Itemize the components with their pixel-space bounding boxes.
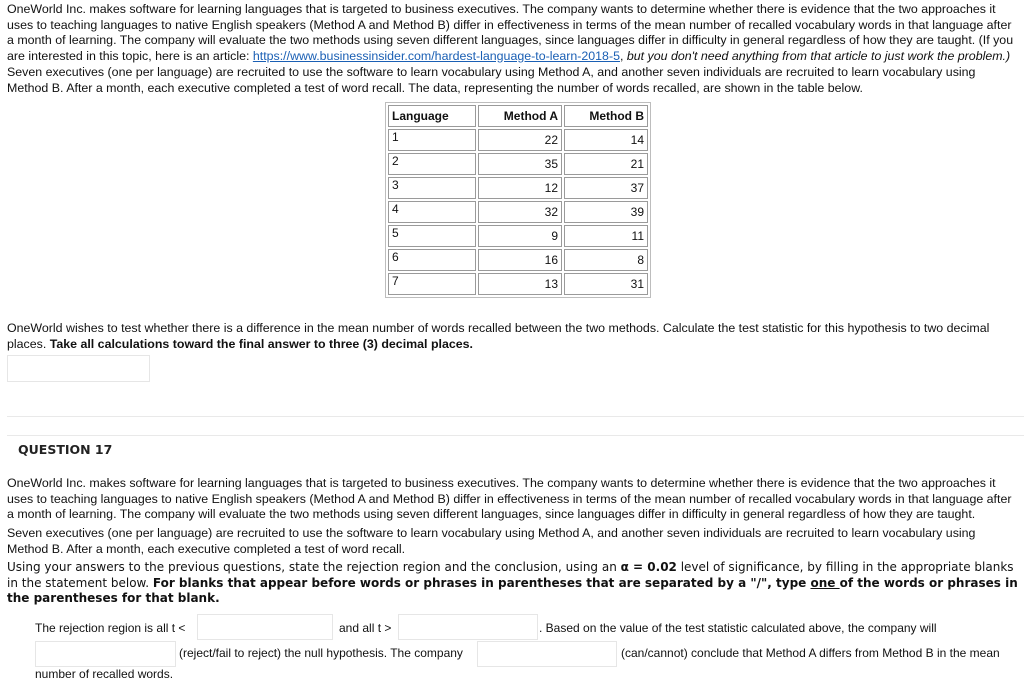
table-row [388,201,648,223]
cell-language: 5 [388,225,476,247]
q17-intro-paragraph-2: Seven executives (one per language) are recruited to use the software to learn vocabulary using Method A, and another seven individuals are recruited to learn vocabulary using Method B. After a month, each executive completed a test of word recall. [7,526,976,556]
recall-data-table [385,102,651,298]
table-row [388,225,648,247]
cell-language: 7 [388,273,476,295]
section-divider [7,435,1024,436]
stmt-and-label: and all t > [339,621,392,635]
q16-after-link: , [619,48,627,63]
cell-method-a: 12 [478,177,562,199]
cell-language: 2 [388,153,476,175]
q16-question-text: OneWorld wishes to test whether there is a difference in the mean number of words recalled between the two methods. Calculate the test statistic for this hypothesis to two decimal places. [7,321,990,351]
cell-method-a: 35 [478,153,562,175]
q16-intro-paragraph [7,2,1019,64]
cell-method-b: 31 [564,273,648,295]
cell-method-b: 11 [564,225,648,247]
table-row [388,153,648,175]
rejection-upper-input[interactable] [398,614,538,640]
cell-method-b: 21 [564,153,648,175]
q17-alpha: α = 0.02 [620,560,677,574]
cell-method-a: 13 [478,273,562,295]
q17-instr-bold-pre: For blanks that appear before words or phrases in parentheses that are separated by a "/", type [152,575,811,590]
cell-method-b: 37 [564,177,648,199]
table-row [388,249,648,271]
q17-intro-paragraph: OneWorld Inc. makes software for learning languages that is targeted to business executives. The company wants to determine whether there is evidence that the two approaches it uses to teaching languages to native English speakers (Method A and Method B) differ in effectiveness in terms of the mean number of recalled vocabulary words in that language after a month of learning. The company will evaluate the two methods using seven different languages, since languages differ in difficulty in general regardless of how they are taught. [7,476,1012,521]
cell-method-a: 16 [478,249,562,271]
cell-language: 6 [388,249,476,271]
q16-italic-note: but you don't need anything from that article to just work the problem.) [626,48,1011,63]
header-method-a: Method A [478,105,562,127]
q17-instructions [7,560,1019,607]
reject-decision-input[interactable] [35,641,176,667]
q17-instr-pre: Using your answers to the previous questions, state the rejection region and the conclusion, using an [7,560,621,574]
q17-instr-bold-post: of the words or phrases in the parentheses for that blank. [7,575,1018,605]
stmt-rejection-label: The rejection region is all t < [35,621,186,635]
cell-method-b: 14 [564,129,648,151]
cell-language: 4 [388,201,476,223]
article-link[interactable]: https://www.businessinsider.com/hardest-language-to-learn-2018-5 [252,48,620,63]
stmt-end-label: number of recalled words. [35,667,174,681]
question-17-title: QUESTION 17 [18,442,113,457]
q16-intro-text: OneWorld Inc. makes software for learning languages that is targeted to business executives. The company wants to determine whether there is evidence that the two approaches it uses to teaching languages to native English speakers (Method A and Method B) differ in effectiveness in terms of the mean number of recalled vocabulary words in that language after a month of learning. The company will evaluate the two methods using seven different languages, since languages differ in difficulty in general regardless of how they are taught. (If you are interested in this topic, here is an article: [7,2,1014,63]
table-row [388,273,648,295]
test-statistic-input[interactable] [7,355,150,382]
conclusion-input[interactable] [477,641,617,667]
q16-question-bold: Take all calculations toward the final answer to three (3) decimal places. [49,336,473,351]
cell-language: 3 [388,177,476,199]
cell-method-b: 8 [564,249,648,271]
cell-method-a: 9 [478,225,562,247]
rejection-lower-input[interactable] [197,614,333,640]
q17-instr-bold [7,576,1018,606]
header-method-b: Method B [564,105,648,127]
stmt-can-label: (can/cannot) conclude that Method A differs from Method B in the mean [621,646,1000,660]
table-row [388,177,648,199]
table-header-row [388,105,648,127]
table-row [388,129,648,151]
section-divider [7,416,1024,417]
cell-language: 1 [388,129,476,151]
stmt-based-label: . Based on the value of the test statistic calculated above, the company will [539,621,937,635]
q16-intro-paragraph-2: Seven executives (one per language) are recruited to use the software to learn vocabulary using Method A, and another seven individuals are recruited to learn vocabulary using Method B. After a month, each executive completed a test of word recall. The data, representing the number of words recalled, are shown in the table below. [7,65,976,95]
cell-method-a: 32 [478,201,562,223]
q17-instr-mid: level of significance, by filling in the appropriate blanks in the statement below. [7,560,1014,590]
q16-question-paragraph [7,321,1019,352]
stmt-reject-label: (reject/fail to reject) the null hypothesis. The company [179,646,463,660]
cell-method-a: 22 [478,129,562,151]
header-language: Language [388,105,476,127]
q17-instr-underline: one [810,575,840,590]
cell-method-b: 39 [564,201,648,223]
